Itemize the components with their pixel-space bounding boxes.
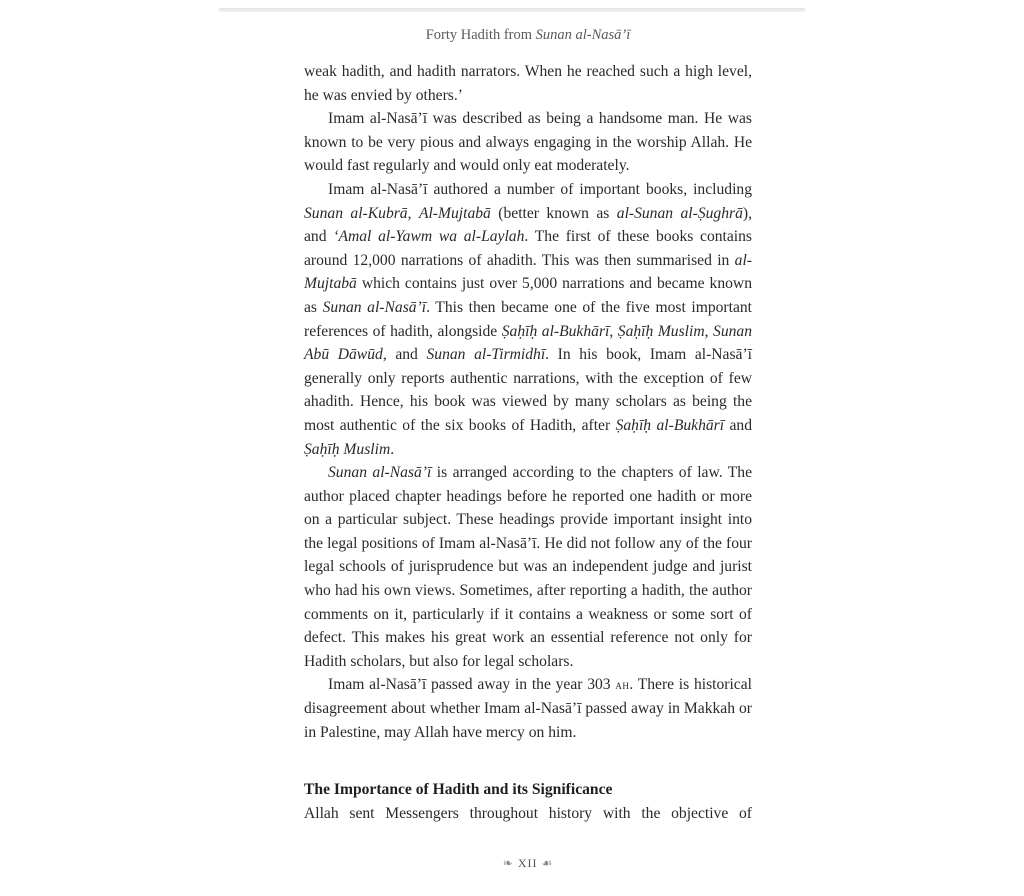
text-run: Imam al-Nasā’ī was described as being a handsome man. He was known to be very pious and always engaging in the worship Allah. He would fast regularly and would only eat moderately. — [304, 110, 752, 175]
italic-title: Ṣaḥīḥ Muslim — [304, 440, 391, 458]
paragraph — [304, 60, 752, 107]
italic-title: Ṣaḥīḥ Muslim — [617, 322, 705, 340]
running-head — [304, 27, 752, 44]
era-abbreviation: ah — [615, 677, 630, 693]
text-run: , — [704, 322, 714, 340]
italic-title: al-Sunan al-Ṣughrā — [616, 204, 743, 222]
text-run: is arranged according to the chapters of law. The author placed chapter headings before he reported one hadith or more on a particular subject. These headings provide important insight into the legal positions of Imam al-Nasā’ī. He did not follow any of the four legal schools of jurisprudence but was an independent judge and jurist who had his own views. Sometimes, after reporting a hadith, the author comments on it, particularly if it contains a weakness or some sort of defect. This makes his great work an essential reference not only for Hadith scholars, but also for legal scholars. — [304, 464, 752, 670]
text-run: . This then became one of the five most important references of hadith, alongside — [304, 298, 752, 340]
text-run: . There is historical disagreement about whether Imam al-Nasā’ī passed away in Makkah or in Palestine, may Allah have mercy on him. — [304, 676, 752, 741]
text-run: , and — [382, 346, 427, 364]
paragraph — [304, 178, 752, 461]
paragraph — [304, 461, 752, 673]
text-run: . The first of these books contains around 12,000 narrations of ahadith. This was then summarised in — [304, 228, 752, 269]
italic-title: Sunan al-Tirmidhī — [426, 346, 546, 364]
italic-title: Ṣaḥīḥ al-Bukhārī — [615, 416, 725, 434]
running-head-prefix: Forty Hadith from — [425, 27, 536, 43]
right-fleuron-icon: ☙ — [541, 856, 554, 870]
left-fleuron-icon: ❧ — [502, 856, 514, 870]
page-top-shadow-rule — [219, 8, 805, 12]
running-head-title: Sunan al-Nasā’ī — [535, 27, 631, 43]
text-run: Imam al-Nasā’ī passed away in the year 303 — [328, 676, 616, 694]
text-run: , — [407, 204, 419, 222]
text-run: . In his book, Imam al-Nasā’ī generally only reports authentic narrations, with the exception of few ahadith. Hence, his book was viewed by many scholars as being the most authentic of the six books of Hadith, after — [304, 346, 752, 434]
text-run: , — [609, 322, 618, 340]
text-run: (better known as — [490, 204, 617, 222]
section-first-line: Allah sent Messengers throughout history with the objective of — [304, 805, 752, 822]
text-run: weak hadith, and hadith narrators. When he reached such a high level, he was envied by others.’ — [304, 63, 752, 104]
text-run: and — [724, 416, 753, 434]
italic-title: Ṣaḥīḥ al-Bukhārī — [501, 322, 610, 340]
paragraph — [304, 107, 752, 178]
page-number: XII — [517, 856, 538, 870]
page-folio — [304, 856, 752, 871]
italic-title: Sunan al-Kubrā — [304, 204, 408, 222]
italic-title: al-Mujtabā — [304, 251, 752, 293]
italic-title: Al-Mujtabā — [418, 204, 491, 222]
text-run: Imam al-Nasā’ī authored a number of important books, including — [328, 180, 752, 198]
section-heading: The Importance of Hadith and its Significance — [304, 781, 613, 798]
text-run: which contains just over 5,000 narrations and became known as — [304, 275, 752, 316]
italic-title: Sunan al-Nasā’ī — [322, 298, 427, 316]
italic-title: ‘Amal al-Yawm wa al-Laylah — [333, 228, 525, 246]
italic-title: Sunan Abū Dāwūd — [304, 322, 753, 364]
italic-title: Sunan al-Nasā’ī — [328, 464, 432, 482]
text-run: ), and — [304, 204, 752, 246]
text-run: . — [390, 440, 395, 458]
paragraph — [304, 673, 752, 744]
body-text — [304, 60, 752, 744]
